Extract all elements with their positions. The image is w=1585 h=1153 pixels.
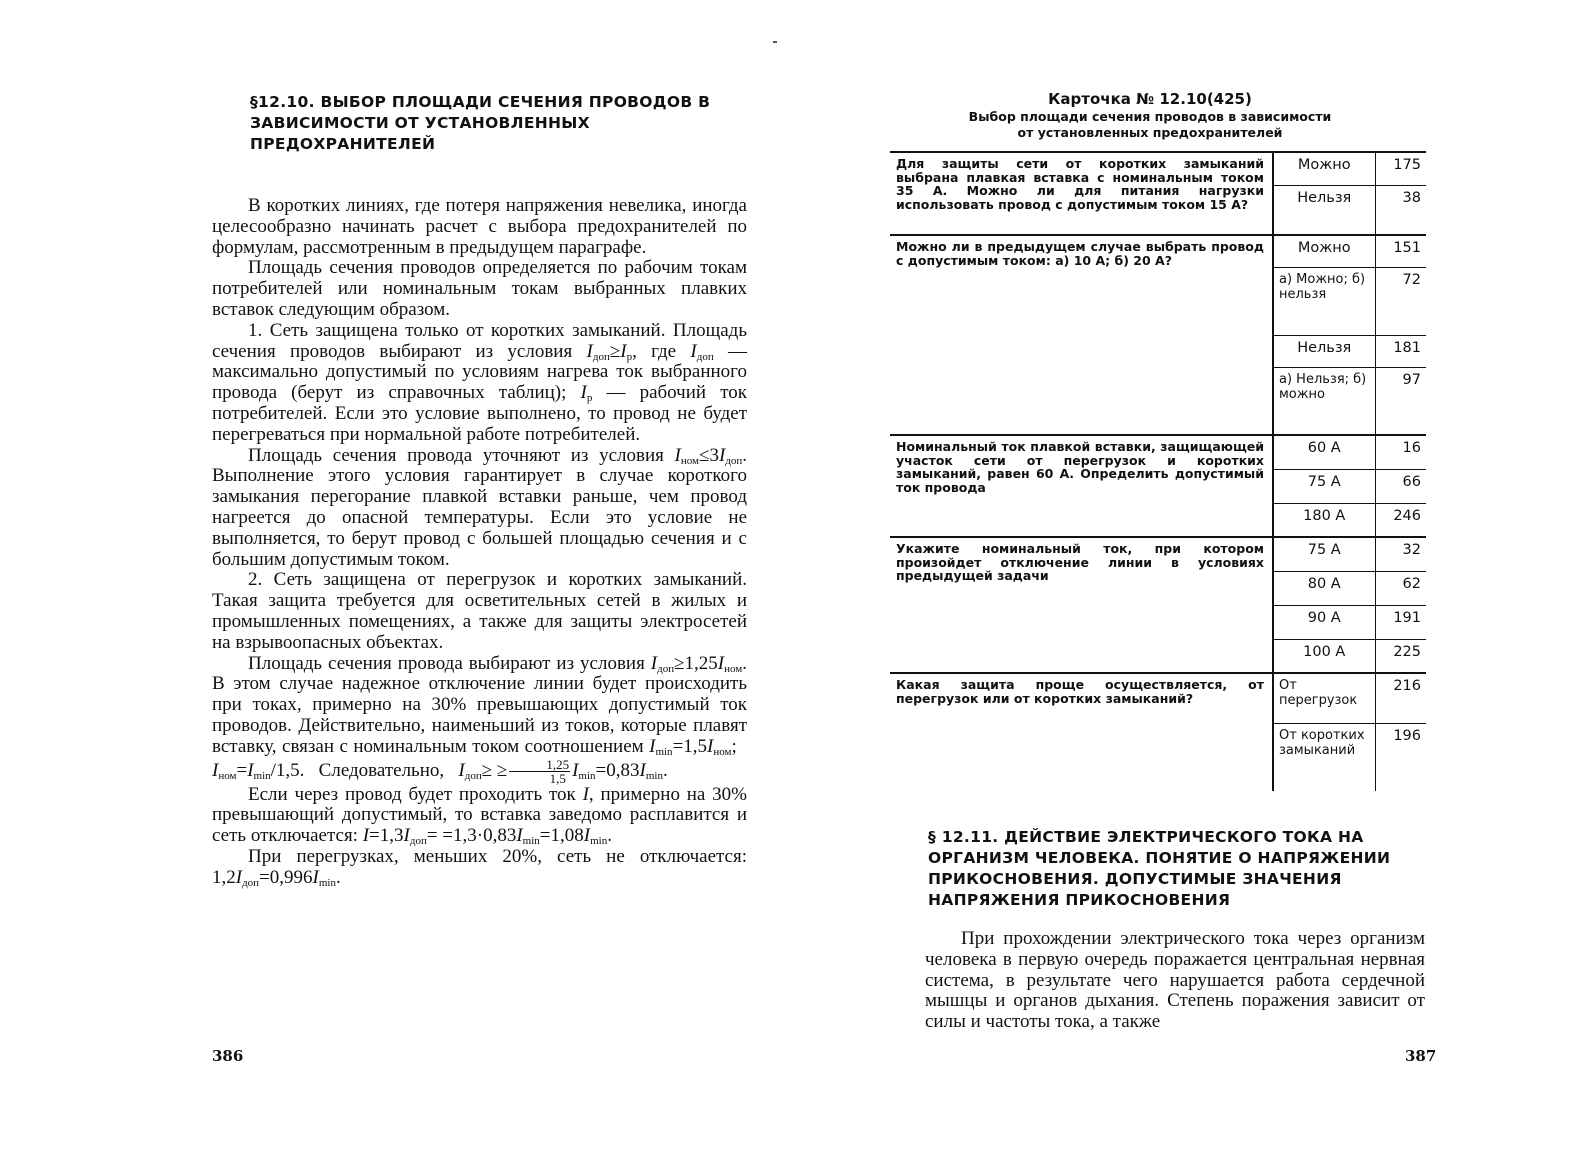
sym-le: ≤	[699, 444, 710, 466]
formula-i: I	[586, 340, 593, 362]
formula-i: I	[403, 825, 410, 847]
card-answer: 60 А	[1273, 435, 1375, 469]
eq-0996: =0,996	[259, 866, 313, 888]
sym-ge: ≥	[496, 759, 508, 781]
formula-i: I	[583, 825, 591, 847]
card-table-body	[890, 152, 1426, 791]
sym-ge: ≥	[674, 652, 685, 674]
num-three: 3	[709, 444, 719, 466]
card-answer-code: 66	[1375, 469, 1426, 503]
card-answer-code: 181	[1375, 335, 1426, 367]
formula-i: I	[650, 652, 658, 674]
eq-15: =1,5	[672, 735, 708, 757]
p3-text-b: — максимально допустимый по условиям нагрева ток выбранного провода (берут из справочных таблиц);	[212, 340, 748, 404]
eq-108: =1,08	[539, 825, 584, 847]
card-answer: Можно	[1273, 235, 1375, 267]
card-subtitle-line-2: от установленных предохранителей	[1017, 125, 1283, 140]
section-12-10-body	[212, 196, 747, 889]
fraction-denominator: 1,5	[549, 770, 566, 786]
card-header	[940, 89, 1360, 141]
coef-125: 1,25	[684, 652, 718, 674]
card-answer-row	[890, 673, 1426, 723]
formula-i: I	[247, 759, 254, 781]
coef-12: 1,2	[212, 866, 236, 888]
formula-i: I	[572, 759, 579, 781]
sub-dop: доп	[464, 769, 482, 782]
card-answer: Можно	[1273, 152, 1375, 185]
page-number-left: 386	[212, 1047, 244, 1065]
card-answer-code: 72	[1375, 267, 1426, 335]
card-answer: 100 А	[1273, 639, 1375, 673]
eq-083: =0,83	[595, 759, 640, 781]
card-answer: 80 А	[1273, 571, 1375, 605]
eq-13: =1,3	[369, 825, 404, 847]
formula-i: I	[582, 783, 589, 805]
card-answer-code: 16	[1375, 435, 1426, 469]
p4-text-b: . Выполнение этого условия гарантирует в случае короткого замыкания перегорание плавкой вставки раньше, чем провод нагреется до опасной температуры. Если это условие не выполняется, то берут провод с большей площадью сечения и с большим допустимым током.	[212, 444, 747, 570]
card-answer-code: 97	[1402, 371, 1421, 388]
p3-text-c: — рабочий ток потребителей. Если это условие выполнено, то провод не будет перегреваться при нормальной работе потребителей.	[212, 382, 747, 445]
card-question: Номинальный ток плавкой вставки, защищающей участок сети от перегрузок и коротких замыканий, равен 60 А. Определить допустимый ток провода	[890, 435, 1273, 537]
card-table	[890, 151, 1426, 791]
paragraph-7: Если через провод будет проходить ток I, примерно на 30% превышающий допустимый, то вставка заведомо расплавится и сеть отключается: $I=1,3I_{доп}= =1,3\cdot 0,83I_{min}=1,08I_{min}$.	[212, 783, 748, 848]
sub-p: р	[586, 392, 593, 405]
card-answer-code: 38	[1402, 189, 1421, 206]
section-title-12-11: § 12.11. ДЕЙСТВИЕ ЭЛЕКТРИЧЕСКОГО ТОКА НА ОРГАНИЗМ ЧЕЛОВЕКА. ПОНЯТИЕ О НАПРЯЖЕНИИ ПРИКОСНОВЕНИЯ. ДОПУСТИМЫЕ ЗНАЧЕНИЯ НАПРЯЖЕНИЯ ПРИКОСНОВЕНИЯ	[928, 828, 1391, 909]
card-answer-code: 246	[1393, 507, 1421, 524]
sub-dop: доп	[242, 876, 260, 889]
p6-text-b: . В этом случае надежное отключение линии будет происходить при токах, примерно на 30% превышающих допустимый ток проводов. Действительно, наименьший из токов, которые плавят вставку, связан с номинальным током соотношением	[212, 652, 747, 757]
p6-text-a: Площадь сечения провода выбирают из условия	[248, 652, 651, 674]
formula-i: I	[674, 444, 681, 466]
sub-nom: ном	[680, 454, 699, 467]
card-answer: 75 А	[1273, 537, 1375, 571]
section-12-11-body	[925, 929, 1425, 1033]
card-answer-row	[890, 435, 1426, 469]
card-answer-code: 32	[1375, 537, 1426, 571]
p3-text-a: 1. Сеть защищена только от коротких замыканий. Площадь сечения проводов выбирают из условия	[212, 319, 747, 362]
card-answer-row	[890, 235, 1426, 267]
p7-text-a: Если через провод будет проходить ток	[248, 783, 583, 805]
text-where: , где	[632, 340, 691, 362]
p6-text-c: Следовательно,	[318, 759, 445, 781]
sub-min: min	[253, 769, 271, 782]
p4-text-a: Площадь сечения провода уточняют из условия	[248, 444, 675, 466]
sub-min: min	[590, 835, 608, 848]
fraction-125-15	[509, 758, 570, 785]
page-number-right: 387	[1405, 1047, 1437, 1065]
card-answer-code: 196	[1393, 727, 1421, 744]
card-subtitle-line-1: Выбор площади сечения проводов в зависимости	[968, 109, 1332, 124]
formula-i: I	[458, 759, 465, 781]
paragraph-6: Площадь сечения провода выбирают из условия $I_{доп}\ge 1,25I_{ном}$. В этом случае надежное отключение линии будет происходить при токах, примерно на 30% превышающих допустимый ток проводов. Действительно, наименьший из токов, которые плавят вставку, связан с номинальным током соотношением $I_{min}=1,5I_{ном}$; $I_{ном}=I_{min}/1,5$. Следовательно, $I_{доп}\ge$ ≥ $\frac{1,25}{1,5}$ $I_{min}=0,83I_{min}$.	[212, 652, 747, 786]
sub-nom: ном	[713, 745, 732, 758]
sym-ge: ≥	[481, 759, 493, 781]
sub-dop: доп	[592, 350, 610, 363]
formula-i: I	[362, 825, 370, 847]
card-answer-code: 151	[1375, 235, 1426, 267]
sym-ge: ≥	[609, 340, 621, 362]
card-answer: 180 А	[1273, 503, 1375, 537]
paragraph-2: Площадь сечения проводов определяется по рабочим токам потребителей или номинальным токам выбранных плавких вставок следующим образом.	[212, 257, 747, 320]
sub-min: min	[655, 745, 673, 758]
paragraph-1: При прохождении электрического тока через организм человека в первую очередь поражается центральная нервная система, в результате чего нарушается работа сердечной мышцы и органов дыхания. Степень поражения зависит от силы и частоты тока, а также	[925, 928, 1425, 1033]
card-answer: От перегрузок	[1273, 673, 1375, 723]
sub-p: р	[626, 350, 633, 363]
sub-min: min	[578, 769, 596, 782]
card-answer: 90 А	[1273, 605, 1375, 639]
p8-text-a: При перегрузках, меньших 20%, сеть не отключается:	[248, 845, 747, 867]
sub-min: min	[318, 876, 336, 889]
sub-dop: доп	[657, 662, 675, 675]
sub-min: min	[645, 769, 663, 782]
eq-13-083: =1,3·0,83	[442, 825, 517, 847]
paragraph-8: При перегрузках, меньших 20%, сеть не отключается: $1,2I_{доп}=0,996I_{min}$.	[212, 845, 747, 889]
card-title: Карточка № 12.10(425)	[1048, 90, 1252, 108]
card-answer: а) Нельзя; б) можно	[1273, 367, 1375, 435]
sub-dop: доп	[725, 454, 743, 467]
sub-dop: доп	[409, 835, 427, 848]
formula-i: I	[690, 340, 697, 362]
card-question: Укажите номинальный ток, при котором произойдет отключение линии в условиях предыдущей задачи	[890, 537, 1273, 673]
paragraph-5: 2. Сеть защищена от перегрузок и коротких замыканий. Такая защита требуется для осветительных сетей в жилых и промышленных помещениях, а также для защиты электросетей на взрывоопасных объектах.	[212, 569, 747, 653]
left-page	[0, 0, 790, 1153]
sub-nom: ном	[724, 662, 743, 675]
card-answer: От коротких замыканий	[1273, 723, 1375, 791]
card-question: Для защиты сети от коротких замыканий выбрана плавкая вставка с номинальным током 35 А. Можно ли для питания нагрузки использовать провод с допустимым током 15 А?	[890, 152, 1273, 235]
right-page	[790, 0, 1585, 1153]
card-answer-code: 216	[1375, 673, 1426, 723]
card-answer: Нельзя	[1273, 185, 1375, 235]
formula-i: I	[639, 759, 646, 781]
paragraph-1: В коротких линиях, где потеря напряжения невелика, иногда целесообразно начинать расчет с выбора предохранителей по формулам, рассмотренным в предыдущем параграфе.	[212, 195, 747, 258]
card-answer: Нельзя	[1273, 335, 1375, 367]
formula-i: I	[212, 759, 219, 781]
card-answer-row	[890, 152, 1426, 185]
formula-i: I	[707, 735, 714, 757]
formula-i: I	[516, 825, 523, 847]
paragraph-3	[212, 321, 747, 446]
formula-i: I	[580, 382, 587, 404]
div-15: /1,5.	[270, 759, 305, 781]
card-answer-row	[890, 537, 1426, 571]
formula-i: I	[649, 735, 656, 757]
section-title-12-10: §12.10. ВЫБОР ПЛОЩАДИ СЕЧЕНИЯ ПРОВОДОВ В ЗАВИСИМОСТИ ОТ УСТАНОВЛЕННЫХ ПРЕДОХРАНИТЕЛЕЙ	[250, 93, 711, 153]
p7-text-b: , примерно на 30% превышающий допустимый, то вставка заведомо расплавится и сеть отключается:	[212, 783, 748, 847]
card-answer-code: 62	[1375, 571, 1426, 605]
formula-i: I	[717, 652, 725, 674]
sub-min: min	[522, 835, 540, 848]
fraction-numerator: 1,25	[509, 758, 570, 772]
formula-i: I	[312, 866, 319, 888]
card-answer-code: 175	[1375, 152, 1426, 185]
card-answer: а) Можно; б) нельзя	[1273, 267, 1375, 335]
card-question: Можно ли в предыдущем случае выбрать провод с допустимым током: а) 10 А; б) 20 А?	[890, 235, 1273, 435]
sub-nom: ном	[218, 769, 237, 782]
card-answer-code: 191	[1375, 605, 1426, 639]
card-question: Какая защита проще осуществляется, от перегрузок или от коротких замыканий?	[890, 673, 1273, 791]
paragraph-4	[212, 446, 747, 571]
card-answer-code: 225	[1393, 643, 1421, 660]
formula-i: I	[620, 340, 627, 362]
sub-dop: доп	[696, 350, 714, 363]
formula-i: I	[718, 444, 726, 466]
card-answer: 75 А	[1273, 469, 1375, 503]
formula-i: I	[235, 866, 243, 888]
